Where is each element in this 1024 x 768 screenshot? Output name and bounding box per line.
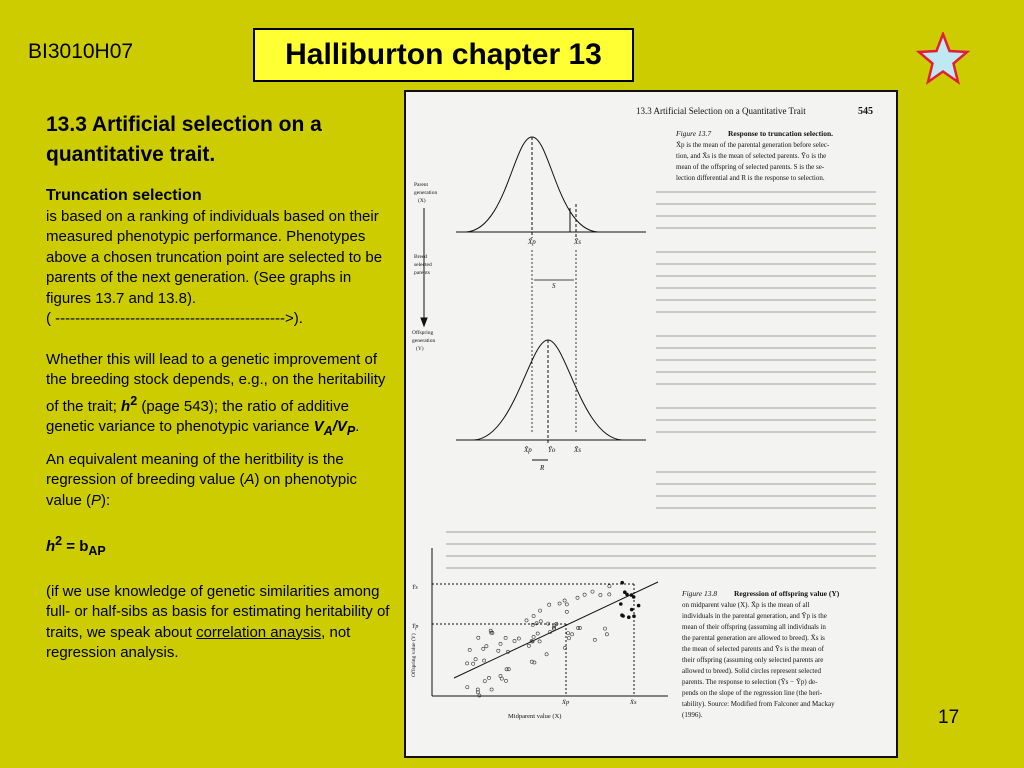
scatter-point — [482, 647, 485, 650]
scatter-point — [565, 610, 568, 613]
heritability-paragraph: Whether this will lead to a genetic improvement of the breeding stock depends, e.g., on the heritability of the trait; $h^2$ (page 543); the ratio of additive genetic variance to phenotypic variance $V_A/V_P$. — [46, 350, 386, 438]
breed-selected-label: Breed — [414, 254, 428, 260]
fig8-line: tability). Source: Modified from Falconer and Mackay — [682, 700, 835, 708]
scatter-point — [517, 637, 520, 640]
scanned-textbook-page — [404, 90, 898, 758]
selected-parent-point — [632, 595, 636, 599]
fig8-line: pends on the slope of the regression line (the heri- — [682, 689, 823, 697]
fig8-line: allowed to breed). Solid circles represent selected — [682, 667, 821, 675]
scatter-point — [466, 686, 469, 689]
selected-parent-point — [619, 602, 623, 606]
xs-tick: X̄s — [630, 699, 637, 706]
scatter-point — [567, 632, 570, 635]
scatter-point — [489, 629, 492, 632]
fig8-line: the parental generation are allowed to breed). X̄s is — [682, 634, 825, 642]
scatter-point — [532, 635, 535, 638]
svg-text:selected: selected — [414, 262, 432, 268]
scatter-point — [499, 642, 502, 645]
svg-text:generation: generation — [412, 338, 436, 344]
scan-page-number: 545 — [858, 106, 873, 117]
faint-background-text — [446, 192, 876, 568]
fig7-line: X̄p is the mean of the parental generation before selec- — [676, 141, 830, 149]
scatter-point — [538, 640, 541, 643]
scatter-point — [603, 627, 606, 630]
scatter-point — [472, 662, 475, 665]
scatter-point — [504, 679, 507, 682]
fig8-line: mean of their offspring (assuming all individuals in — [682, 623, 826, 631]
yo-label: Ȳo — [548, 446, 556, 454]
selected-parent-point — [632, 614, 636, 618]
truncation-paragraph: is based on a ranking of individuals based on their measured phenotypic performance. Phenotypes above a chosen truncation point are selected to be parents of the next generation. (See graphs in figures 13.7 and 13.8). — [46, 207, 383, 307]
scatter-point — [608, 585, 611, 588]
course-code: BI3010H07 — [28, 40, 134, 63]
selected-parent-point — [637, 604, 641, 608]
scatter-point — [474, 658, 477, 661]
star-icon[interactable] — [916, 32, 970, 86]
scatter-point — [513, 639, 516, 642]
scatter-point — [567, 637, 570, 640]
selected-parent-point — [630, 608, 634, 612]
scatter-points — [466, 581, 641, 697]
scatter-point — [563, 646, 566, 649]
xs-label-top: X̄s — [574, 238, 581, 246]
selected-parent-point — [627, 615, 631, 619]
fig8-line: on midparent value (X). X̄p is the mean of all — [682, 601, 810, 609]
fig8-line: (1996). — [682, 711, 703, 719]
svg-text:generation: generation — [414, 190, 438, 196]
scan-header: 13.3 Artificial Selection on a Quantitative Trait — [636, 106, 806, 116]
scatter-point — [599, 593, 602, 596]
scatter-point — [548, 603, 551, 606]
selected-parent-point — [621, 614, 625, 618]
scatter-point — [545, 653, 548, 656]
scatter-point — [504, 636, 507, 639]
scatter-point — [490, 688, 493, 691]
svg-text:parents: parents — [414, 270, 430, 276]
scatter-point — [485, 645, 488, 648]
scatter-point — [593, 638, 596, 641]
formula: $h^2 = b_{AP}$ — [46, 534, 106, 558]
scatter-point — [499, 674, 502, 677]
scatter-point — [539, 609, 542, 612]
fig7-line: mean of the offspring of selected parents. S is the se- — [676, 163, 825, 171]
scatter-point — [483, 659, 486, 662]
scatter-point — [591, 590, 594, 593]
scatter-point — [571, 633, 574, 636]
fig7-line: tion, and X̄s is the mean of selected parents. Ȳo is the — [676, 152, 827, 160]
parent-gen-label: Parent — [414, 182, 429, 188]
arrow-line: ( ---------------------------------------------->). — [46, 310, 303, 327]
fig8-title: Regression of offspring value (Y) — [734, 589, 840, 598]
scatter-point — [532, 614, 535, 617]
correlation-paragraph: (if we use knowledge of genetic similarities among full- or half-sibs as basis for estimating heritability of traits, we speak about correlation anaysis, not regression analysis. — [46, 582, 390, 661]
ys-tick: Ȳs — [412, 585, 418, 591]
scatter-point — [468, 648, 471, 651]
scatter-point — [576, 596, 579, 599]
fig7-title: Response to truncation selection. — [728, 129, 833, 138]
fig8-line: the mean of selected parents and Ȳs is the mean of — [682, 645, 824, 653]
scatter-point — [539, 620, 542, 623]
scatter-point — [497, 649, 500, 652]
scatter-point — [605, 633, 608, 636]
slide-title-box — [253, 28, 634, 82]
scatter-point — [536, 632, 539, 635]
svg-text:(X): (X) — [418, 198, 426, 204]
fig8-line: their offspring (assuming only selected parents are — [682, 656, 824, 664]
xs-label-bottom: X̄s — [574, 446, 581, 454]
scatter-point — [583, 593, 586, 596]
scatter-point — [527, 644, 530, 647]
regression-plot — [432, 548, 668, 696]
truncation-heading: Truncation selection — [46, 187, 202, 204]
scatter-point — [608, 593, 611, 596]
scatter-point — [483, 680, 486, 683]
yp-tick: Ȳp — [412, 624, 419, 630]
offspring-gen-label: Offspring — [412, 330, 434, 336]
scatter-point — [558, 602, 561, 605]
scatter-point — [525, 619, 528, 622]
regression-paragraph: An equivalent meaning of the heritbility is the regression of breeding value (A) on phenotypic value (P): — [46, 450, 358, 509]
correlation-link[interactable]: correlation anaysis — [196, 623, 322, 641]
scatter-point — [565, 603, 568, 606]
xp-label-bottom: X̄p — [524, 446, 532, 454]
fig7-label: Figure 13.7 — [676, 129, 712, 138]
scatter-point — [505, 668, 508, 671]
svg-text:(Y): (Y) — [416, 346, 424, 352]
scatter-point — [477, 636, 480, 639]
textbook-figure — [406, 92, 900, 760]
parent-distribution — [456, 137, 646, 238]
slide-title: Halliburton chapter 13 — [285, 38, 602, 71]
s-label: S — [552, 282, 556, 290]
fig8-line: parents. The response to selection (Ȳs − Ȳp) de- — [682, 678, 818, 686]
slide-page-number: 17 — [938, 707, 960, 728]
scatter-point — [466, 662, 469, 665]
scatter-point — [563, 599, 566, 602]
selection-differential-arrow — [532, 250, 576, 432]
y-axis-label: Offspring value (Y) — [411, 633, 417, 677]
xp-tick: X̄p — [562, 699, 570, 706]
x-axis-label: Midparent value (X) — [508, 713, 562, 720]
fig8-line: individuals in the parental generation, and Ȳp is the — [682, 612, 827, 620]
r-label: R — [540, 464, 545, 472]
text-column — [46, 110, 391, 664]
scatter-point — [487, 676, 490, 679]
xp-label-top: X̄p — [528, 238, 536, 246]
selected-parent-point — [623, 590, 627, 594]
fig8-label: Figure 13.8 — [682, 589, 718, 598]
fig7-line: lection differential and R is the response to selection. — [676, 174, 825, 182]
section-title: 13.3 Artificial selection on a quantitative trait. — [46, 113, 322, 166]
selected-parent-point — [620, 581, 624, 585]
offspring-distribution — [456, 340, 646, 460]
